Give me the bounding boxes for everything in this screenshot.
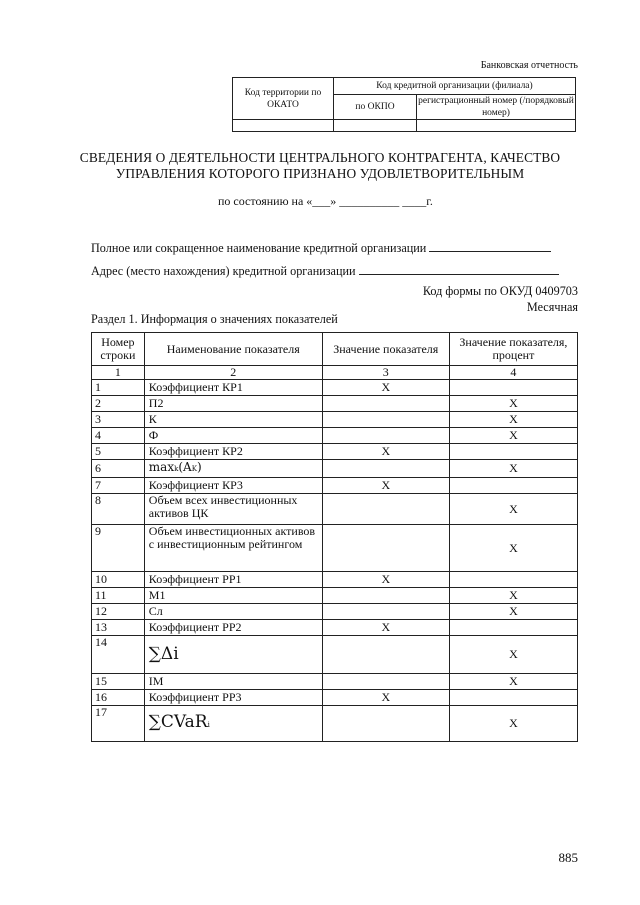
header-indicator-value: Значение показателя xyxy=(322,333,449,366)
table-row xyxy=(92,494,578,525)
column-number-4: 4 xyxy=(449,366,577,380)
percent-cell[interactable] xyxy=(449,572,577,588)
value-cell[interactable] xyxy=(322,412,449,428)
table-row xyxy=(92,690,578,706)
indicator-name: Коэффициент КР3 xyxy=(144,478,322,494)
table-row xyxy=(92,572,578,588)
indicator-name: M1 xyxy=(144,588,322,604)
value-cell[interactable]: X xyxy=(322,444,449,460)
credit-org-code-header: Код кредитной организации (филиала) xyxy=(334,78,576,95)
indicator-formula-sum-delta xyxy=(144,636,322,674)
document-title xyxy=(60,150,580,182)
percent-cell[interactable] xyxy=(449,620,577,636)
percent-cell[interactable] xyxy=(449,380,577,396)
row-number: 13 xyxy=(92,620,145,636)
percent-cell[interactable]: X xyxy=(449,412,577,428)
indicator-formula-max: maxk(AK) xyxy=(144,460,322,478)
periodicity: Месячная xyxy=(526,300,578,314)
title-line-2: УПРАВЛЕНИЯ КОТОРОГО ПРИЗНАНО УДОВЛЕТВОРИТЕЛЬНЫМ xyxy=(115,166,525,181)
value-cell[interactable] xyxy=(322,428,449,444)
value-cell[interactable] xyxy=(322,588,449,604)
header-row-number: Номер строки xyxy=(92,333,145,366)
table-row xyxy=(92,588,578,604)
value-cell[interactable]: X xyxy=(322,690,449,706)
report-type-label: Банковская отчетность xyxy=(480,60,578,71)
row-number: 11 xyxy=(92,588,145,604)
org-address-field xyxy=(91,262,559,279)
table-row xyxy=(92,444,578,460)
table-row xyxy=(92,396,578,412)
value-cell[interactable]: X xyxy=(322,572,449,588)
value-cell[interactable]: X xyxy=(322,380,449,396)
registration-number-value-cell[interactable] xyxy=(417,120,576,132)
indicator-name: Объем всех инвестиционных активов ЦК xyxy=(144,494,322,525)
indicator-name: Сл xyxy=(144,604,322,620)
table-row xyxy=(92,620,578,636)
table-row xyxy=(92,636,578,674)
org-name-blank[interactable] xyxy=(429,239,551,252)
report-date-line: по состоянию на «___» __________ ____г. xyxy=(218,194,433,208)
percent-cell[interactable]: X xyxy=(449,460,577,478)
header-indicator-name: Наименование показателя xyxy=(144,333,322,366)
registration-number-header: регистрационный номер (/порядковый номер) xyxy=(418,96,574,118)
org-address-blank[interactable] xyxy=(359,262,559,275)
row-number: 12 xyxy=(92,604,145,620)
column-number-1: 1 xyxy=(92,366,145,380)
table-row xyxy=(92,706,578,742)
indicator-name: Коэффициент РР1 xyxy=(144,572,322,588)
table-row xyxy=(92,428,578,444)
indicator-name: Коэффициент КР1 xyxy=(144,380,322,396)
percent-cell[interactable]: X xyxy=(449,706,577,742)
value-cell[interactable]: X xyxy=(322,620,449,636)
percent-cell[interactable] xyxy=(449,690,577,706)
row-number: 17 xyxy=(92,706,145,742)
title-line-1: СВЕДЕНИЯ О ДЕЯТЕЛЬНОСТИ ЦЕНТРАЛЬНОГО КОНТРАГЕНТА, КАЧЕСТВО xyxy=(79,150,561,165)
indicator-name: Объем инвестиционных активов с инвестиционным рейтингом xyxy=(144,525,322,572)
indicators-table xyxy=(91,332,578,742)
row-number: 10 xyxy=(92,572,145,588)
indicator-formula-sum-cvar: ∑CVaRi xyxy=(144,706,322,742)
row-number: 1 xyxy=(92,380,145,396)
table-row xyxy=(92,604,578,620)
indicator-name: Коэффициент РР2 xyxy=(144,620,322,636)
percent-cell[interactable]: X xyxy=(449,494,577,525)
row-number: 9 xyxy=(92,525,145,572)
org-name-field xyxy=(91,239,551,256)
indicator-name: Коэффициент РР3 xyxy=(144,690,322,706)
indicator-name: IM xyxy=(144,674,322,690)
header-indicator-value-percent: Значение показателя, процент xyxy=(449,333,577,366)
percent-cell[interactable]: X xyxy=(449,588,577,604)
row-number: 5 xyxy=(92,444,145,460)
percent-cell[interactable]: X xyxy=(449,604,577,620)
form-code: Код формы по ОКУД 0409703 xyxy=(422,284,578,298)
table-row xyxy=(92,674,578,690)
percent-cell[interactable]: X xyxy=(449,428,577,444)
indicator-name: Ф xyxy=(144,428,322,444)
indicator-name: Коэффициент КР2 xyxy=(144,444,322,460)
table-row xyxy=(92,478,578,494)
percent-cell[interactable] xyxy=(449,478,577,494)
percent-cell[interactable]: X xyxy=(449,636,577,674)
value-cell[interactable] xyxy=(322,525,449,572)
table-row xyxy=(92,460,578,478)
row-number: 16 xyxy=(92,690,145,706)
row-number: 14 xyxy=(92,636,145,674)
percent-cell[interactable]: X xyxy=(449,674,577,690)
row-number: 15 xyxy=(92,674,145,690)
value-cell[interactable] xyxy=(322,604,449,620)
row-number: 4 xyxy=(92,428,145,444)
table-row xyxy=(92,380,578,396)
sum-cvar-formula: ∑CVaR xyxy=(148,712,208,732)
section-title: Раздел 1. Информация о значениях показателей xyxy=(91,312,338,326)
value-cell[interactable] xyxy=(322,494,449,525)
table-row xyxy=(92,525,578,572)
percent-cell[interactable]: X xyxy=(449,525,577,572)
max-function: max xyxy=(148,460,175,474)
value-cell[interactable] xyxy=(322,460,449,478)
okpo-header: по ОКПО xyxy=(334,95,417,120)
column-number-2: 2 xyxy=(144,366,322,380)
table-row xyxy=(92,412,578,428)
row-number: 3 xyxy=(92,412,145,428)
okato-value-cell[interactable] xyxy=(233,120,334,132)
indicator-name: К xyxy=(144,412,322,428)
value-cell[interactable] xyxy=(322,636,449,674)
row-number: 2 xyxy=(92,396,145,412)
percent-cell[interactable] xyxy=(449,444,577,460)
sum-delta-formula: ∑Δi xyxy=(148,644,179,664)
org-address-label: Адрес (место нахождения) кредитной организации xyxy=(91,264,356,278)
okpo-value-cell[interactable] xyxy=(334,120,417,132)
indicator-name: П2 xyxy=(144,396,322,412)
okato-code-table xyxy=(232,77,576,132)
okato-header: Код территории по ОКАТО xyxy=(233,78,334,120)
value-cell[interactable] xyxy=(322,674,449,690)
org-name-label: Полное или сокращенное наименование кредитной организации xyxy=(91,241,427,255)
row-number: 7 xyxy=(92,478,145,494)
percent-cell[interactable]: X xyxy=(449,396,577,412)
column-number-3: 3 xyxy=(322,366,449,380)
value-cell[interactable]: X xyxy=(322,478,449,494)
row-number: 6 xyxy=(92,460,145,478)
value-cell[interactable] xyxy=(322,706,449,742)
value-cell[interactable] xyxy=(322,396,449,412)
row-number: 8 xyxy=(92,494,145,525)
page-number: 885 xyxy=(558,850,578,865)
